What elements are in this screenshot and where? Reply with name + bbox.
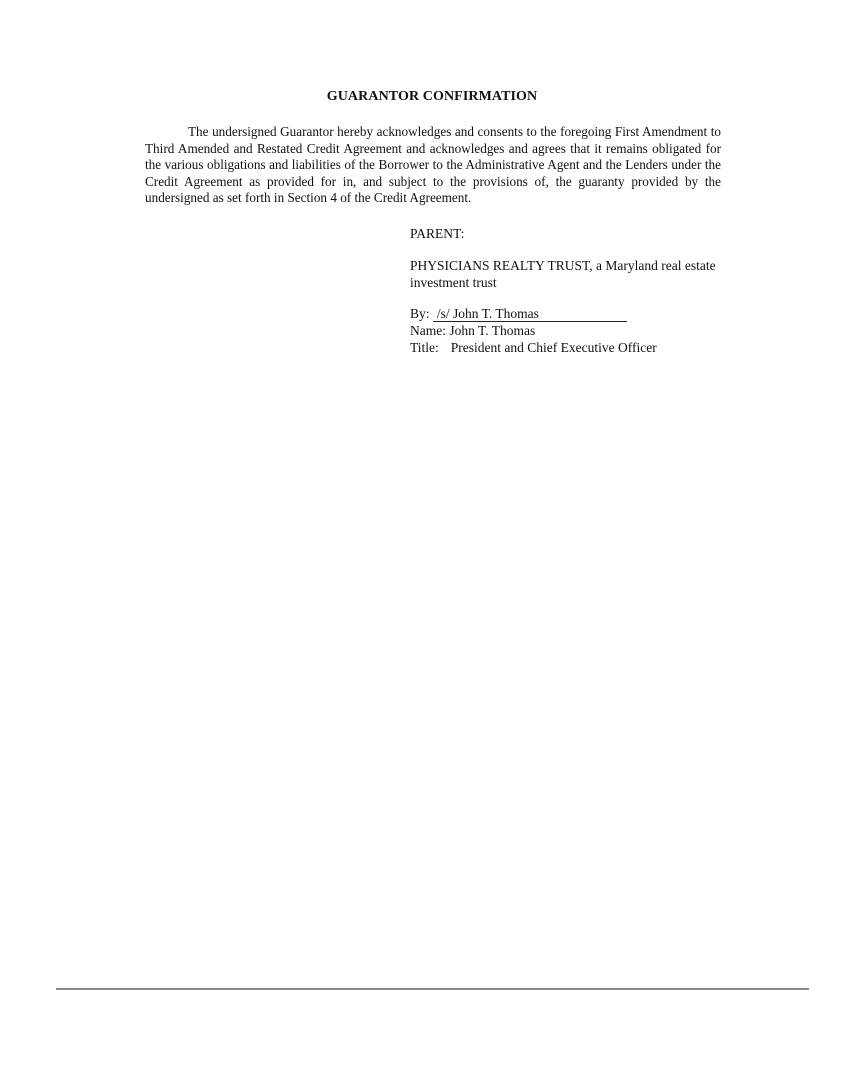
- signature-title-value: President and Chief Executive Officer: [450, 340, 657, 355]
- signature-lines: [410, 305, 730, 356]
- confirmation-paragraph: The undersigned Guarantor hereby acknowledges and consents to the foregoing First Amendment to Third Amended and Restated Credit Agreement and acknowledges and agrees that it remains obligated for the various obligations and liabilities of the Borrower to the Administrative Agent and the Lenders under the Credit Agreement as provided for in, and subject to the provisions of, the guaranty provided by the undersigned as set forth in Section 4 of the Credit Agreement.: [145, 124, 721, 205]
- signature-title-row: [410, 339, 730, 356]
- signature-by-row: [410, 305, 730, 322]
- signature-entity: PHYSICIANS REALTY TRUST, a Maryland real estate investment trust: [410, 258, 716, 290]
- signature-by-value: /s/ John T. Thomas: [433, 307, 627, 322]
- signature-name-label: Name:: [410, 323, 446, 338]
- signature-party-label: PARENT:: [410, 226, 465, 241]
- document-title: GUARANTOR CONFIRMATION: [326, 89, 538, 104]
- signature-name-row: [410, 322, 730, 339]
- signature-title-label: Title:: [410, 340, 439, 355]
- signature-by-label: By:: [410, 306, 430, 321]
- signature-name-value: John T. Thomas: [449, 323, 536, 338]
- footer-divider: [56, 988, 809, 990]
